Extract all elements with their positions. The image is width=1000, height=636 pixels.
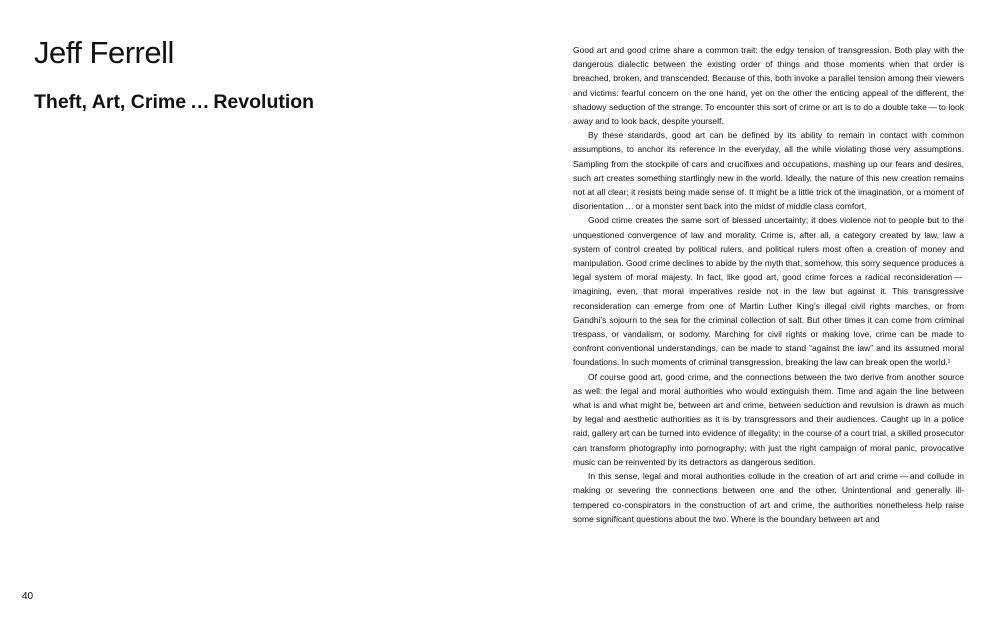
paragraph-3: Good crime creates the same sort of blessed uncertainty; it does violence not to people but to the unquestioned convergence of law and morality. Crime is, after all, a category created by law, law a system of control created by political rulers, and political rulers most often a creation of money and manipulation. Good crime declines to abide by the myth that, somehow, this sorry sequence produces a legal system of moral majesty. In fact, like good art, good crime forces a radical reconsideration — imagining, even, that moral imperatives reside not in the law but against it. This transgressive reconsideration can emerge from one of Martin Luther King’s illegal civil rights marches, or from Gandhi’s sojourn to the sea for the criminal collection of salt. But other times it can come from criminal trespass, or vandalism, or sodomy. Marching for civil rights or making love, crime can be made to confront conventional understandings, can be made to stand “against the law” and its assumed moral foundations. In such moments of criminal transgression, breaking the law can break open the world.¹ xyxy=(573,215,964,368)
paragraph-5: In this sense, legal and moral authorities collude in the creation of art and crime — and collude in making or severing the connections between one and the other. Unintentional and generally ill-tempered co-conspirators in the construction of art and crime, the authorities nonetheless help raise some significant questions about the two. Where is the boundary between art and xyxy=(573,471,964,524)
author-name: Jeff Ferrell xyxy=(34,35,174,70)
paragraph-2: By these standards, good art can be defined by its ability to remain in contact with common assumptions, to anchor its reference in the everyday, all the while violating those very assumptions. Sampling from the stockpile of cars and crucifixes and occupations, mashing up our fears and desires, such art creates something startlingly new in the world. Ideally, the nature of this new creation remains not at all clear; it resists being made sense of. It might be a little trick of the imagination, or a moment of disorientation … or a monster sent back into the midst of middle class comfort. xyxy=(573,130,964,212)
chapter-title: Theft, Art, Crime … Revolution xyxy=(34,91,315,113)
body-text xyxy=(573,43,964,526)
paragraph-4: Of course good art, good crime, and the connections between the two derive from another source as well: the legal and moral authorities who would extinguish them. Time and again the line between what is and what might be, between art and crime, between seduction and revulsion is drawn as much by legal and aesthetic authorities as it is by transgressors and their audiences. Caught up in a police raid, gallery art can be turned into evidence of illegality; in the course of a court trial, a skilled prosecutor can transform photography into pornography; with just the right campaign of moral panic, provocative music can be reinvented by its detractors as dangerous sedition. xyxy=(573,371,964,467)
page-number: 40 xyxy=(22,591,34,602)
paragraph-1: Good art and good crime share a common trait: the edgy tension of transgression. Both play with the dangerous dialectic between the existing order of things and those moments when that order is breached, broken, and transcended. Because of this, both invoke a parallel tension among their viewers and victims: fearful concern on the one hand, yet on the other the enticing appeal of the different, the shadowy seduction of the strange. To encounter this sort of crime or art is to do a double take — to look away and to look back, despite yourself. xyxy=(573,45,964,127)
